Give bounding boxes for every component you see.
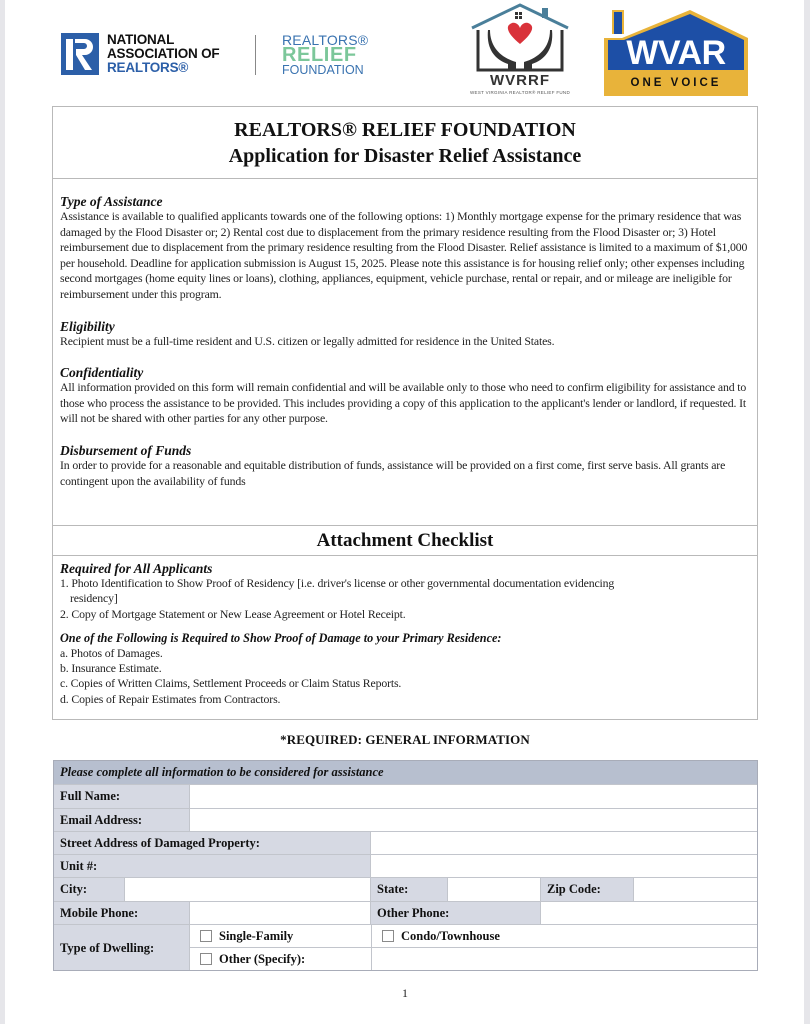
unit-field[interactable] — [370, 855, 757, 877]
street-address-label: Street Address of Damaged Property: — [54, 832, 370, 854]
zip-code-label: Zip Code: — [540, 878, 633, 900]
nar-r-icon — [61, 33, 99, 75]
single-family-label: Single-Family — [219, 928, 294, 943]
nar-line-2: ASSOCIATION OF — [107, 46, 220, 61]
info-box — [52, 106, 758, 720]
condo-townhouse-checkbox[interactable] — [382, 930, 394, 942]
row-unit — [54, 854, 757, 877]
wvar-tagline: ONE VOICE — [630, 77, 722, 89]
row-city-state-zip — [54, 877, 757, 900]
rrf-logo — [282, 33, 368, 77]
page-edge-left — [0, 0, 5, 1024]
attachment-checklist — [53, 556, 757, 707]
other-specify-field[interactable] — [371, 948, 757, 970]
wvrrf-subtitle: WEST VIRGINIA REALTOR® RELIEF FUND — [469, 90, 571, 95]
other-phone-label: Other Phone: — [370, 902, 540, 924]
other-dwelling-label: Other (Specify): — [219, 951, 306, 966]
terms-section — [53, 179, 757, 526]
state-label: State: — [370, 878, 447, 900]
required-info-heading: *REQUIRED: GENERAL INFORMATION — [280, 732, 530, 747]
single-family-option[interactable] — [190, 925, 371, 947]
state-field[interactable] — [447, 878, 540, 900]
dwelling-type-label: Type of Dwelling: — [54, 925, 189, 970]
logo-divider — [255, 35, 256, 75]
city-field[interactable] — [124, 878, 370, 900]
required-item: 1. Photo Identification to Show Proof of Residency [i.e. driver's license or other governmental documentation evidencing — [60, 576, 615, 590]
section-confidentiality — [60, 365, 749, 427]
section-body: All information provided on this form will remain confidential and will be available only to those who need to confirm eligibility for assistance and to those who process the assistance to be provided. This includes providing a copy of this application to the applicant's lender or landlord, if requested. It will not be shared with other parties for any other purpose. — [60, 380, 747, 426]
page-subtitle: Application for Disaster Relief Assistance — [228, 145, 582, 167]
unit-label: Unit #: — [54, 855, 370, 877]
section-body: In order to provide for a reasonable and equitable distribution of funds, assistance will be provided on a first come, first serve basis. All grants are contingent upon the availability of funds — [60, 457, 726, 488]
title-block — [53, 107, 757, 179]
damage-item: c. Copies of Written Claims, Settlement Proceeds or Claim Status Reports. — [60, 676, 402, 691]
zip-code-field[interactable] — [633, 878, 757, 900]
other-dwelling-checkbox[interactable] — [200, 953, 212, 965]
nar-line-3: REALTORS® — [107, 60, 189, 75]
section-body: Assistance is available to qualified applicants towards one of the following options: 1) Monthly mortgage expense for the primary residence that was damaged by the Flood Disaster or; 2) Rental cost due to displacement from the primary residence resulting from the Flood Disaster or; 3) Hotel reimbursement due to displacement from the primary residence resulting from the Flood Disaster. Relief assistance is limited to a maximum of $1,000 per household. Deadline for application submission is August 15, 2025. Please note this assistance is for housing relief only; other expenses including second mortgages (home equity lines or loans), clothing, appliances, equipment, vehicle purchase, rental or repair, and or mileage are ineligible for reimbursement under this program. — [60, 209, 748, 301]
logo-header — [0, 0, 810, 100]
row-dwelling-type — [54, 924, 757, 970]
damage-item: d. Copies of Repair Estimates from Contractors. — [60, 691, 281, 706]
house-hands-heart-icon — [450, 0, 590, 74]
street-address-field[interactable] — [370, 832, 757, 854]
section-eligibility — [60, 319, 749, 350]
mobile-phone-field[interactable] — [189, 902, 370, 924]
row-email — [54, 808, 757, 831]
damage-item: a. Photos of Damages. — [60, 645, 163, 660]
other-dwelling-option[interactable] — [190, 948, 371, 970]
section-heading: Eligibility — [60, 318, 115, 334]
condo-townhouse-option[interactable] — [371, 925, 757, 947]
rrf-line-2: RELIEF — [282, 44, 357, 66]
full-name-label: Full Name: — [54, 785, 189, 807]
section-heading: Disbursement of Funds — [60, 442, 192, 458]
row-phones — [54, 901, 757, 924]
condo-townhouse-label: Condo/Townhouse — [401, 928, 500, 943]
section-body: Recipient must be a full-time resident and U.S. citizen or legally admitted for residence in the United States. — [60, 333, 555, 348]
nar-line-1: NATIONAL — [107, 32, 175, 47]
damage-item: b. Insurance Estimate. — [60, 661, 162, 676]
damage-heading: One of the Following is Required to Show Proof of Damage to your Primary Residence: — [60, 630, 502, 645]
required-heading: Required for All Applicants — [60, 561, 213, 576]
section-heading: Confidentiality — [60, 365, 144, 381]
other-phone-field[interactable] — [540, 902, 757, 924]
rrf-line-1: REALTORS® — [282, 32, 369, 48]
page-title: REALTORS® RELIEF FOUNDATION — [234, 119, 576, 141]
row-full-name — [54, 784, 757, 807]
wvar-name: WVAR — [626, 34, 726, 72]
section-type-of-assistance — [60, 194, 749, 303]
nar-logo — [61, 33, 219, 75]
general-info-form — [53, 760, 758, 971]
email-field[interactable] — [189, 809, 757, 831]
page-number: 1 — [402, 986, 408, 1000]
row-street — [54, 831, 757, 854]
section-disbursement — [60, 443, 749, 489]
section-heading: Type of Assistance — [60, 194, 163, 209]
email-label: Email Address: — [54, 809, 189, 831]
wvrrf-name: WVRRF — [490, 72, 550, 89]
wvar-logo — [602, 8, 750, 96]
required-item-continued: residency] — [70, 591, 118, 606]
city-label: City: — [54, 878, 124, 900]
form-banner: Please complete all information to be considered for assistance — [54, 761, 757, 784]
rrf-line-3: FOUNDATION — [282, 63, 364, 77]
checklist-title: Attachment Checklist — [53, 526, 757, 556]
wvrrf-logo — [450, 0, 590, 100]
mobile-phone-label: Mobile Phone: — [54, 902, 189, 924]
full-name-field[interactable] — [189, 785, 757, 807]
required-item: 2. Copy of Mortgage Statement or New Lease Agreement or Hotel Receipt. — [60, 606, 406, 621]
page-edge-right — [804, 0, 810, 1024]
single-family-checkbox[interactable] — [200, 930, 212, 942]
